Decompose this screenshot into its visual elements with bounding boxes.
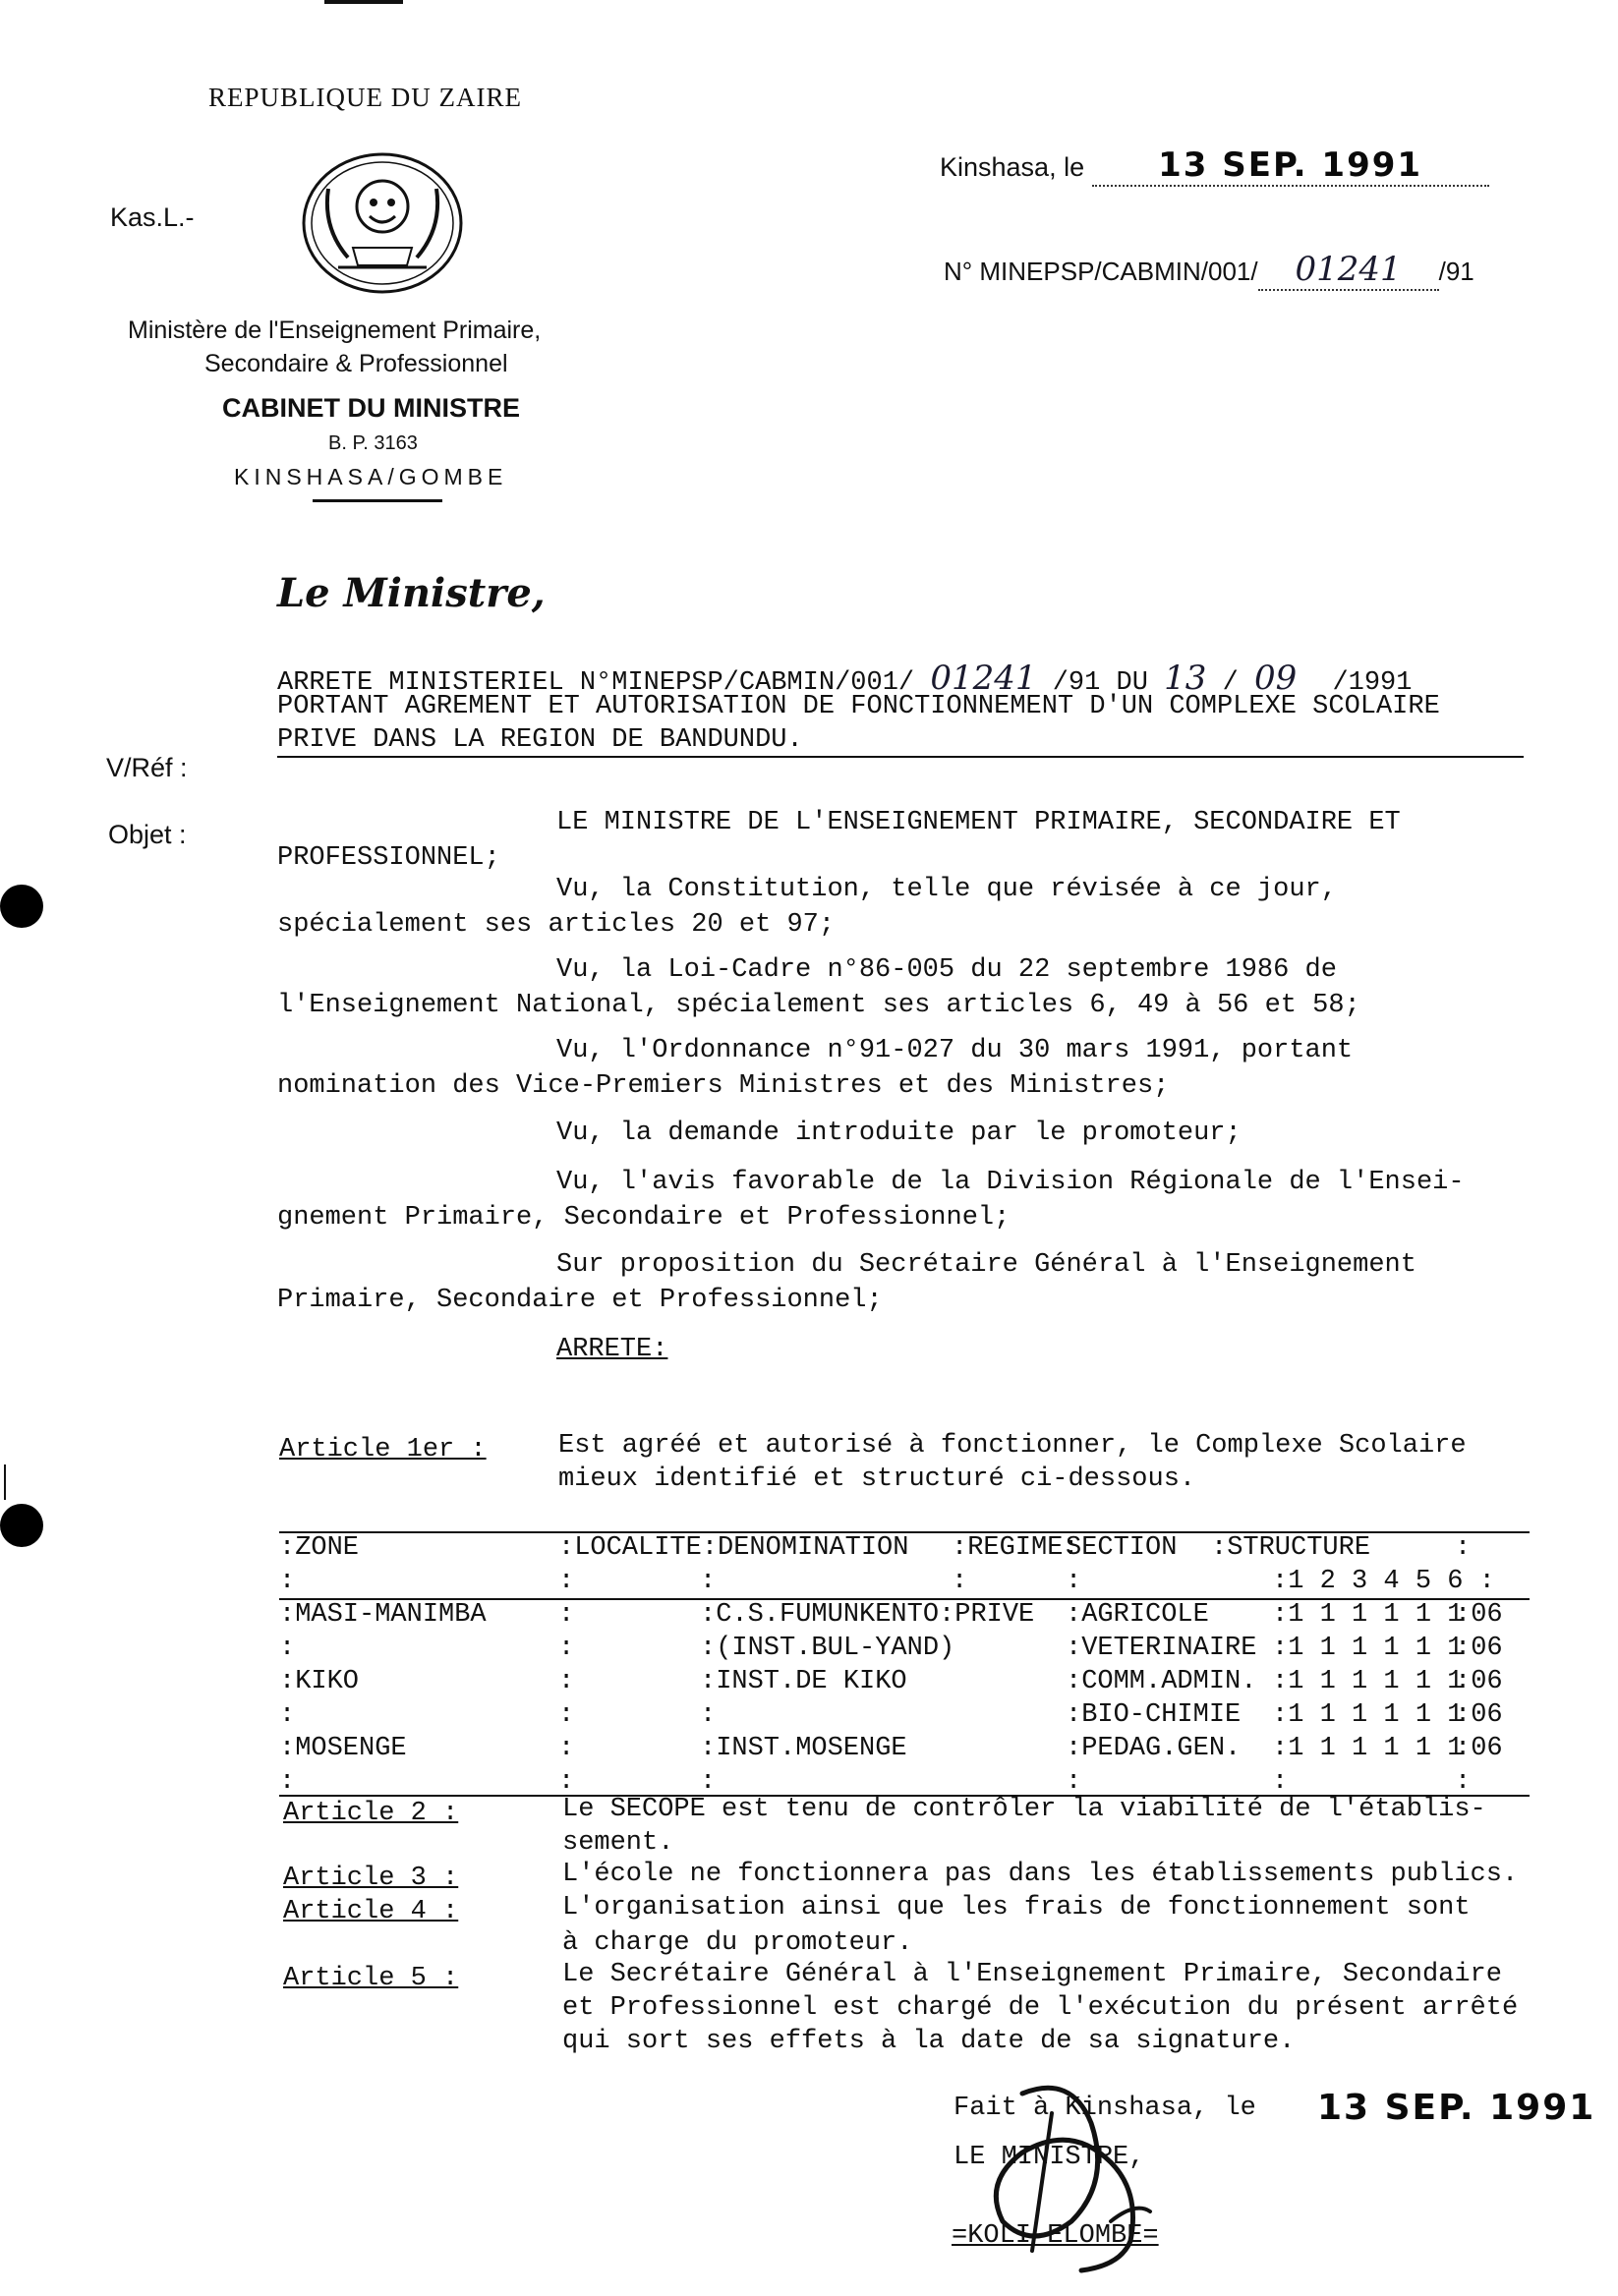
table-cell: :(INST.BUL-YAND) bbox=[700, 1634, 955, 1663]
body-p7-line2: Primaire, Secondaire et Professionnel; bbox=[277, 1286, 883, 1315]
reference-handwritten: 01241 bbox=[1295, 250, 1402, 289]
table-cell: : bbox=[279, 1567, 296, 1596]
body-p2-line1: Vu, la Constitution, telle que révisée à ce jour, bbox=[556, 875, 1337, 904]
punch-hole-bottom bbox=[0, 1504, 43, 1547]
postal-box: B. P. 3163 bbox=[328, 432, 418, 454]
table-cell: : bbox=[558, 1767, 575, 1797]
table-cell: SECTION bbox=[1066, 1533, 1178, 1563]
table-cell: :COMM.ADMIN. bbox=[1066, 1667, 1257, 1696]
table-cell: : bbox=[558, 1567, 575, 1596]
reference-prefix: N° MINEPSP/CABMIN/001/ bbox=[944, 257, 1258, 286]
place-date-line bbox=[940, 145, 1489, 187]
signature-fait: Fait à Kinshasa, le bbox=[953, 2094, 1256, 2123]
table-cell: : bbox=[952, 1567, 968, 1596]
table-cell: :REGIME: bbox=[952, 1533, 1079, 1563]
vref-label: V/Réf : bbox=[106, 753, 188, 782]
body-p6-line1: Vu, l'avis favorable de la Division Régionale de l'Ensei- bbox=[556, 1168, 1465, 1197]
table-cell: : bbox=[558, 1700, 575, 1730]
table-cell: :KIKO bbox=[279, 1667, 360, 1696]
arrete-heading: ARRETE: bbox=[556, 1335, 668, 1364]
scan-artifact-left bbox=[4, 1464, 6, 1500]
table-cell: :06 bbox=[1455, 1700, 1503, 1730]
signature-date-stamp: 13 SEP. 1991 bbox=[1317, 2088, 1596, 2128]
signature-name: =KOLI ELOMBE= bbox=[952, 2221, 1159, 2251]
title-year: /1991 bbox=[1332, 668, 1413, 698]
kas-reference: Kas.L.- bbox=[110, 202, 195, 232]
date-dotted-field bbox=[1092, 145, 1489, 187]
article5-line1: Le Secrétaire Général à l'Enseignement Primaire, Secondaire bbox=[562, 1960, 1502, 1989]
article5-label: Article 5 : bbox=[283, 1964, 459, 1993]
table-cell: :BIO-CHIMIE bbox=[1066, 1700, 1242, 1730]
table-cell: :VETERINAIRE bbox=[1066, 1634, 1257, 1663]
body-p4-line2: nomination des Vice-Premiers Ministres et des Ministres; bbox=[277, 1071, 1170, 1101]
body-p3-line2: l'Enseignement National, spécialement ses articles 6, 49 à 56 et 58; bbox=[277, 991, 1360, 1020]
table-cell: : bbox=[1066, 1567, 1082, 1596]
article4-label: Article 4 : bbox=[283, 1897, 459, 1926]
table-cell: : bbox=[700, 1567, 717, 1596]
article4-line1: L'organisation ainsi que les frais de fonctionnement sont bbox=[562, 1893, 1471, 1923]
place-label: Kinshasa, le bbox=[940, 152, 1085, 182]
article1-line1: Est agréé et autorisé à fonctionner, le Complexe Scolaire bbox=[558, 1431, 1467, 1461]
table-cell: : bbox=[1455, 1767, 1472, 1797]
table-cell: : bbox=[1455, 1533, 1472, 1563]
table-cell: :INST.MOSENGE bbox=[700, 1734, 907, 1763]
table-cell: : bbox=[279, 1634, 296, 1663]
reference-number bbox=[944, 250, 1474, 291]
body-p5: Vu, la demande introduite par le promoteur; bbox=[556, 1119, 1242, 1148]
table-cell: : bbox=[1272, 1767, 1289, 1797]
table-cell: :1 2 3 4 5 6 : bbox=[1272, 1567, 1495, 1596]
body-p3-line1: Vu, la Loi-Cadre n°86-005 du 22 septembre 1986 de bbox=[556, 955, 1337, 985]
article2-label: Article 2 : bbox=[283, 1799, 459, 1828]
body-p1-line1: LE MINISTRE DE L'ENSEIGNEMENT PRIMAIRE, SECONDAIRE ET bbox=[556, 808, 1401, 837]
title-rule bbox=[277, 756, 1524, 758]
handwritten-signature-icon bbox=[963, 2054, 1189, 2280]
arrete-title-line2: PORTANT AGREMENT ET AUTORISATION DE FONCTIONNEMENT D'UN COMPLEXE SCOLAIRE bbox=[277, 692, 1440, 721]
article2-line2: sement. bbox=[562, 1828, 674, 1858]
table-cell: :06 bbox=[1455, 1734, 1503, 1763]
table-cell: :PEDAG.GEN. bbox=[1066, 1734, 1242, 1763]
ministry-name-line1: Ministère de l'Enseignement Primaire, bbox=[128, 316, 542, 344]
table-cell: :06 bbox=[1455, 1600, 1503, 1630]
reference-suffix: /91 bbox=[1438, 257, 1474, 286]
article3-line1: L'école ne fonctionnera pas dans les établissements publics. bbox=[562, 1860, 1519, 1889]
date-stamp: 13 SEP. 1991 bbox=[1158, 145, 1423, 185]
table-cell: :AGRICOLE bbox=[1066, 1600, 1209, 1630]
table-cell: : bbox=[558, 1600, 575, 1630]
header-underline bbox=[313, 499, 442, 502]
city-heading: KINSHASA/GOMBE bbox=[234, 464, 508, 489]
body-p1-line2: PROFESSIONNEL; bbox=[277, 843, 500, 873]
title-handwritten-number: 01241 bbox=[930, 659, 1037, 698]
article5-line2: et Professionnel est chargé de l'exécution du présent arrêté bbox=[562, 1993, 1519, 2023]
le-ministre-heading: Le Ministre, bbox=[277, 570, 546, 616]
republic-heading: REPUBLIQUE DU ZAIRE bbox=[208, 83, 522, 112]
table-cell: :1 1 1 1 1 1 bbox=[1272, 1634, 1464, 1663]
cabinet-heading: CABINET DU MINISTRE bbox=[222, 393, 520, 423]
table-cell: :1 1 1 1 1 1 bbox=[1272, 1667, 1464, 1696]
title-handwritten-month: 09 bbox=[1253, 659, 1298, 698]
table-cell: : bbox=[1066, 1767, 1082, 1797]
body-p2-line2: spécialement ses articles 20 et 97; bbox=[277, 910, 836, 940]
table-cell: :INST.DE KIKO bbox=[700, 1667, 907, 1696]
table-cell: :MOSENGE bbox=[279, 1734, 407, 1763]
title-du: /91 DU bbox=[1052, 668, 1148, 698]
article3-label: Article 3 : bbox=[283, 1864, 459, 1893]
title-handwritten-day: 13 bbox=[1164, 659, 1207, 698]
table-cell: :06 bbox=[1455, 1667, 1503, 1696]
title-prefix: ARRETE MINISTERIEL N°MINEPSP/CABMIN/001/ bbox=[277, 668, 915, 698]
objet-label: Objet : bbox=[108, 820, 187, 849]
table-cell: :1 1 1 1 1 1 bbox=[1272, 1700, 1464, 1730]
table-cell: : bbox=[700, 1700, 717, 1730]
table-cell: : bbox=[558, 1667, 575, 1696]
title-separator: / bbox=[1222, 668, 1239, 698]
table-cell: :LOCALITE:DENOMINATION bbox=[558, 1533, 909, 1563]
table-cell: :1 1 1 1 1 1 bbox=[1272, 1734, 1464, 1763]
table-cell: : bbox=[700, 1767, 717, 1797]
arrete-title-line3: PRIVE DANS LA REGION DE BANDUNDU. bbox=[277, 725, 803, 755]
body-p7-line1: Sur proposition du Secrétaire Général à l'Enseignement bbox=[556, 1250, 1416, 1280]
ministry-name-line2: Secondaire & Professionnel bbox=[204, 350, 508, 377]
article1-line2: mieux identifié et structuré ci-dessous. bbox=[558, 1464, 1196, 1494]
body-p4-line1: Vu, l'Ordonnance n°91-027 du 30 mars 1991, portant bbox=[556, 1036, 1354, 1065]
article4-line2: à charge du promoteur. bbox=[562, 1928, 913, 1958]
scan-artifact-top bbox=[324, 0, 403, 4]
table-cell: : bbox=[279, 1700, 296, 1730]
table-cell: :1 1 1 1 1 1 bbox=[1272, 1600, 1464, 1630]
body-p6-line2: gnement Primaire, Secondaire et Professionnel; bbox=[277, 1203, 1011, 1233]
national-seal-icon bbox=[299, 149, 466, 297]
punch-hole-top bbox=[0, 885, 43, 928]
article5-line3: qui sort ses effets à la date de sa signature. bbox=[562, 2027, 1296, 2056]
table-cell: : bbox=[558, 1734, 575, 1763]
table-cell: :06 bbox=[1455, 1634, 1503, 1663]
article2-line1: Le SECOPE est tenu de contrôler la viabilité de l'établis- bbox=[562, 1795, 1486, 1824]
table-cell: : bbox=[558, 1634, 575, 1663]
article1-label: Article 1er : bbox=[279, 1435, 487, 1464]
table-cell: : bbox=[279, 1767, 296, 1797]
table-cell: :STRUCTURE bbox=[1211, 1533, 1371, 1563]
table-cell: :MASI-MANIMBA bbox=[279, 1600, 487, 1630]
table-cell: :C.S.FUMUNKENTO:PRIVE bbox=[700, 1600, 1035, 1630]
signature-title: LE MINISTRE, bbox=[953, 2143, 1145, 2172]
reference-handwritten-field bbox=[1258, 250, 1439, 291]
table-cell: :ZONE bbox=[279, 1533, 360, 1563]
